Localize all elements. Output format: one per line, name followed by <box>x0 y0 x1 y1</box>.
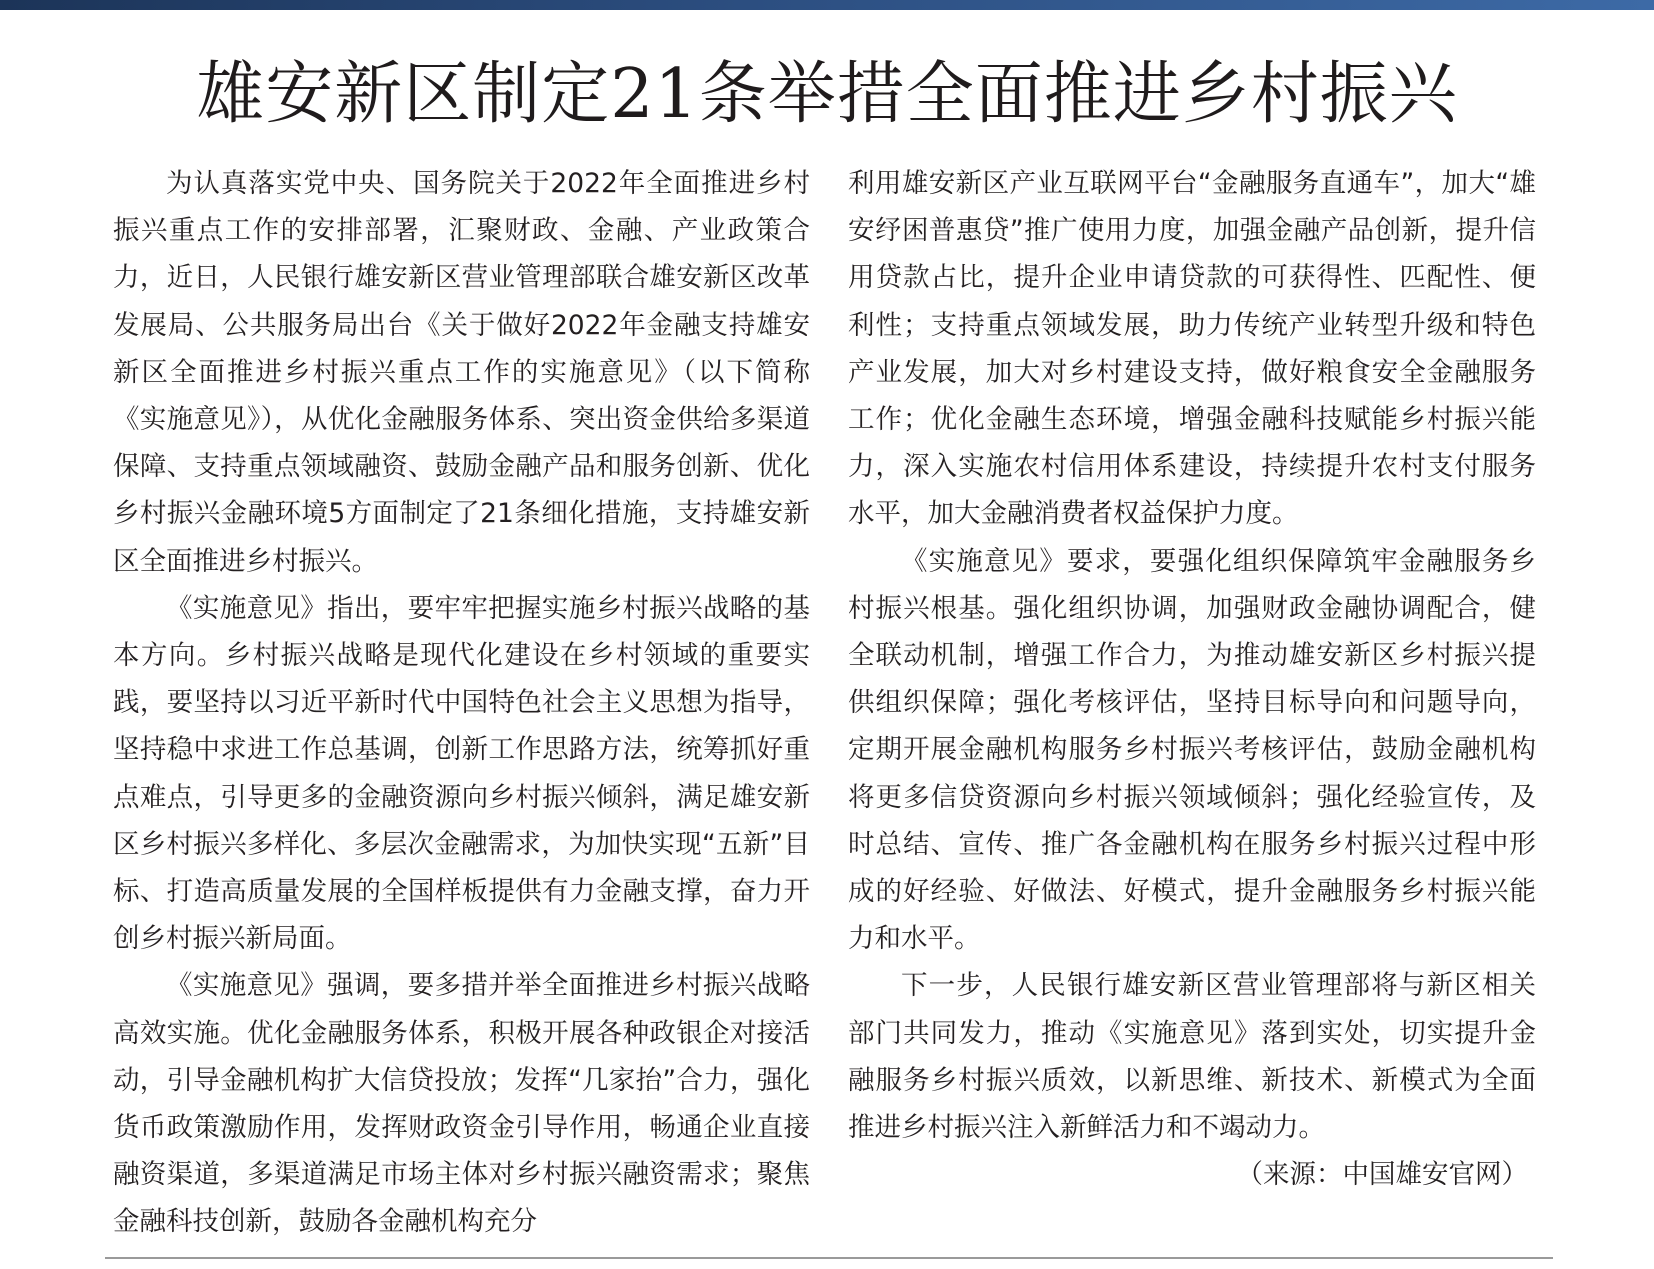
paragraph-2: 《实施意见》指出，要牢牢把握实施乡村振兴战略的基本方向。乡村振兴战略是现代化建设在乡村领域的重要实践，要坚持以习近平新时代中国特色社会主义思想为指导，坚持稳中求进工作总基调，创新工作思路方法，统筹抓好重点难点，引导更多的金融资源向乡村振兴倾斜，满足雄安新区乡村振兴多样化、多层次金融需求，为加快实现“五新”目标、打造高质量发展的全国样板提供有力金融支撑，奋力开创乡村振兴新局面。 <box>113 592 810 955</box>
bottom-divider <box>105 1257 1553 1259</box>
paragraph-3-continuation: 利用雄安新区产业互联网平台“金融服务直通车”，加大“雄安纾困普惠贷”推广使用力度，加强金融产品创新，提升信用贷款占比，提升企业申请贷款的可获得性、匹配性、便利性；支持重点领域发展，助力传统产业转型升级和特色产业发展，加大对乡村建设支持，做好粮食安全金融服务工作；优化金融生态环境，增强金融科技赋能乡村振兴能力，深入实施农村信用体系建设，持续提升农村支付服务水平，加大金融消费者权益保护力度。 <box>848 168 1536 530</box>
right-column <box>848 160 1536 1198</box>
paragraph-1: 为认真落实党中央、国务院关于2022年全面推进乡村振兴重点工作的安排部署，汇聚财政、金融、产业政策合力，近日，人民银行雄安新区营业管理部联合雄安新区改革发展局、公共服务局出台《关于做好2022年金融支持雄安新区全面推进乡村振兴重点工作的实施意见》（以下简称《实施意见》），从优化金融服务体系、突出资金供给多渠道保障、支持重点领域融资、鼓励金融产品和服务创新、优化乡村振兴金融环境5方面制定了21条细化措施，支持雄安新区全面推进乡村振兴。 <box>113 168 810 577</box>
left-column <box>113 160 810 1246</box>
paragraph-5: 下一步，人民银行雄安新区营业管理部将与新区相关部门共同发力，推动《实施意见》落到实处，切实提升金融服务乡村振兴质效，以新思维、新技术、新模式为全面推进乡村振兴注入新鲜活力和不竭动力。 <box>848 970 1536 1144</box>
paragraph-4: 《实施意见》要求，要强化组织保障筑牢金融服务乡村振兴根基。强化组织协调，加强财政金融协调配合，健全联动机制，增强工作合力，为推动雄安新区乡村振兴提供组织保障；强化考核评估，坚持目标导向和问题导向，定期开展金融机构服务乡村振兴考核评估，鼓励金融机构将更多信贷资源向乡村振兴领域倾斜；强化经验宣传，及时总结、宣传、推广各金融机构在服务乡村振兴过程中形成的好经验、好做法、好模式，提升金融服务乡村振兴能力和水平。 <box>848 545 1536 955</box>
paragraph-3: 《实施意见》强调，要多措并举全面推进乡村振兴战略高效实施。优化金融服务体系，积极开展各种政银企对接活动，引导金融机构扩大信贷投放；发挥“几家抬”合力，强化货币政策激励作用，发挥财政资金引导作用，畅通企业直接融资渠道，多渠道满足市场主体对乡村振兴融资需求；聚焦金融科技创新，鼓励各金融机构充分 <box>113 970 810 1238</box>
article-title: 雄安新区制定21条举措全面推进乡村振兴 <box>196 55 1458 134</box>
article-source: （来源：中国雄安官网） <box>1236 1159 1528 1191</box>
top-color-bar <box>0 0 1654 10</box>
